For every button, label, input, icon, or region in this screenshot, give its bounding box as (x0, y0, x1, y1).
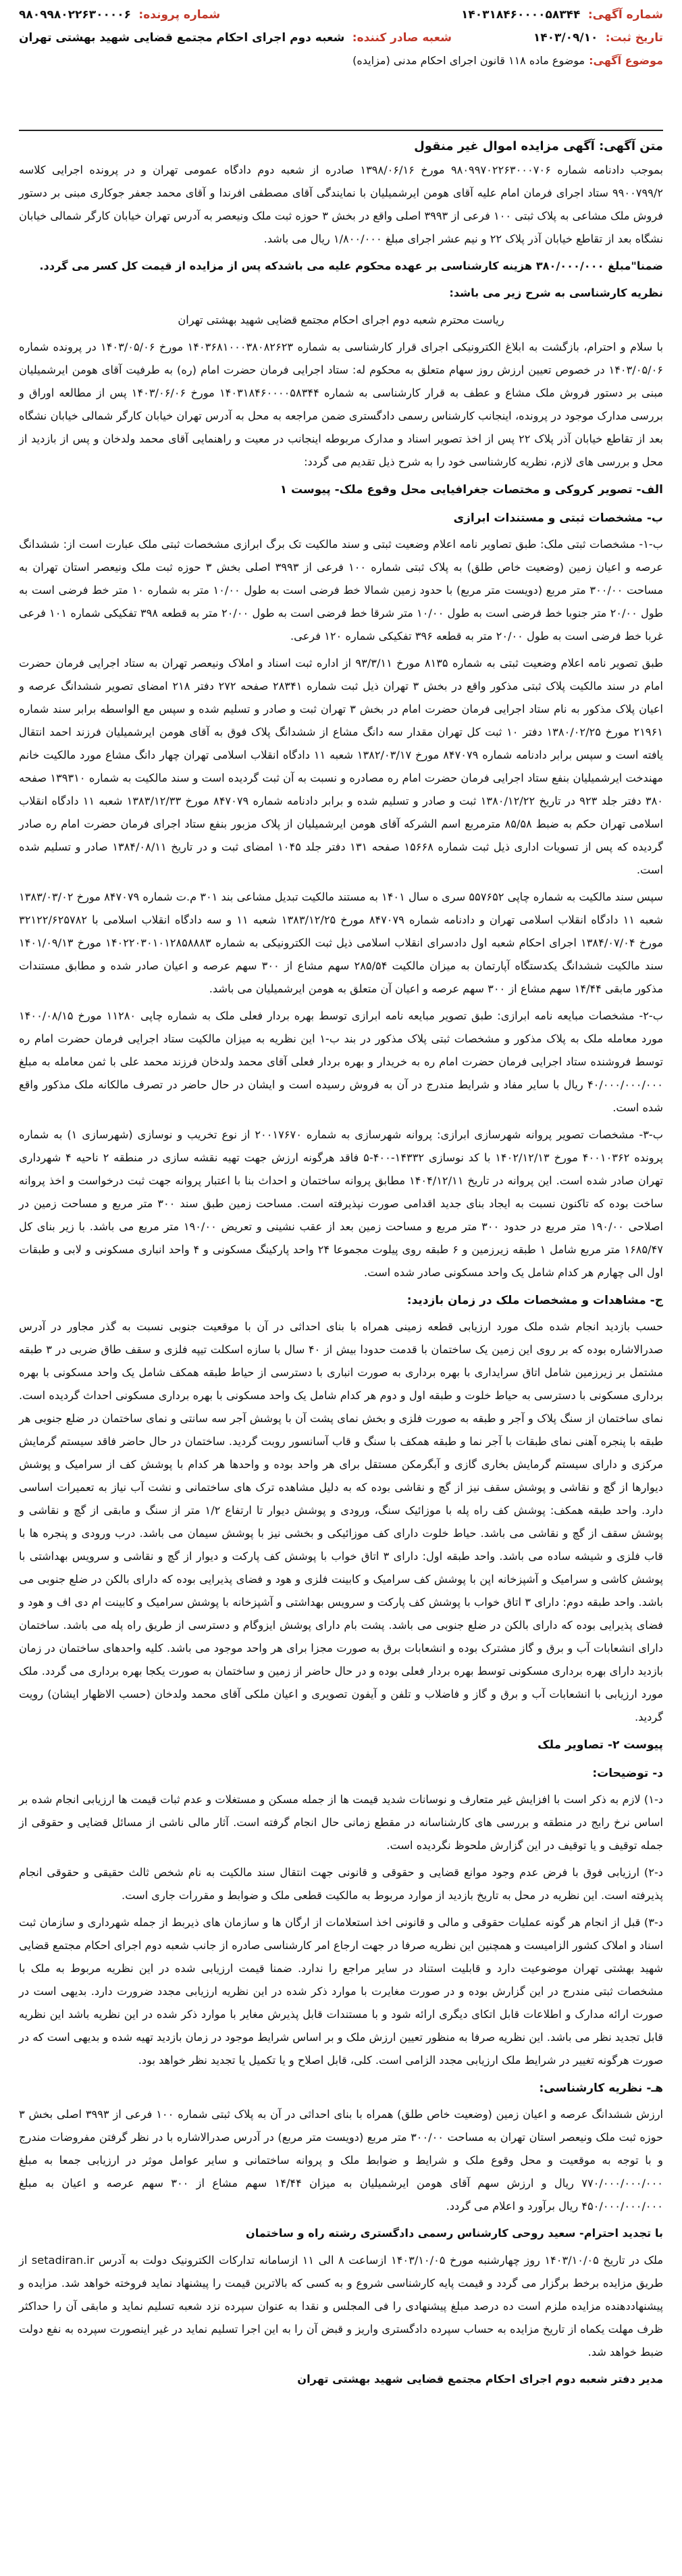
date-value: ۱۴۰۳/۰۹/۱۰ (533, 31, 598, 45)
paragraph-building-permit: ب-۳- مشخصات تصویر پروانه شهرسازی ابرازی: پروانه شهرسازی به شماره ۲۰۰۱۷۶۷۰ از نوع تخریب و نوسازی (شهرسازی ۱) به شماره پرونده ۴۰۰۱۰۳۶۲ مورخ ۱۴۰۲/۱۲/۱۳ با کد نوسازی ۱۴۳۳۲-۴۰۰-۵ فاقد هرگونه ارزش جهت تهیه نقشه سازی در منطقه ۲ ناحیه ۴ شهرداری تهران صادر شده است. این پروانه در تاریخ ۱۴۰۴/۱۲/۱۱ مطابق پروانه ساختمان و احداث بنا با اعتبار پروانه جهت ثبت درخواست و اخذ پروانه ساخت بوده که تاکنون نسبت به ایجاد بنای جدید اقدامی صورت نپذیرفته است. مساحت زمین طبق سند ۳۰۰ متر مربع و مساحت زمین در اصلاحی ۱۹۰/۰۰ متر مربع در حدود ۳۰۰ متر مربع و مساحت زمین بعد از عقب نشینی و تعریض ۱۹۰/۰۰ متر مربع می باشد. با زیر بنای کل ۱۶۸۵/۴۷ متر مربع شامل ۱ طبقه زیرزمین و ۶ طبقه روی پیلوت مجموعا ۲۴ واحد پارکینگ مسکونی و ۴ واحد انباری مسکونی و لابی و طبقات اول الی چهارم هر کدام شامل یک واحد مسکونی صادر شده است. (19, 1128, 663, 1279)
date-field (533, 31, 663, 45)
ad-title: متن آگهی: آگهی مزایده اموال غیر منقول (414, 139, 663, 153)
paragraph-addressee: ریاست محترم شعبه دوم اجرای احکام مجتمع قضایی شهید بهشتی تهران (178, 313, 504, 326)
case-number-field (19, 8, 220, 22)
paragraph-sale-contract: ب-۲- مشخصات مبایعه نامه ابرازی: طبق تصویر مبایعه نامه ابرازی توسط بهره بردار فعلی ملک به شماره چاپی ۱۱۲۸۰ مورخ ۱۴۰۰/۰۸/۱۵ مورد معامله ملک به پلاک مذکور و مشخصات ثبتی پلاک مذکور در بند ب-۱ این نظریه به میزان مالکیت ستاد اجرایی فرمان حضرت امام ره توسط فروشنده ستاد اجرایی فرمان حضرت امام ره به خریدار و بهره بردار فعلی آقای محمد ولدخان فرزند محمد علی با ثمن معامله به مبلغ ۴۰/۰۰۰/۰۰۰/۰۰۰ ریال با سایر مفاد و شرایط مندرج در آن به فروش رسیده است و ایشان در حال حاضر در تصرف مالکانه ملک مذکور واقع شده است. (19, 1009, 664, 1114)
paragraph-registration-2: طبق تصویر نامه اعلام وضعیت ثبتی به شماره ۸۱۳۵ مورخ ۹۳/۳/۱۱ از اداره ثبت اسناد و املاک ونیعصر تهران به ستاد اجرایی فرمان حضرت امام در سند مالکیت پلاک ثبتی مذکور واقع در بخش ۳ تهران ذیل ثبت شماره ۲۸۳۴۱ صفحه ۲۷۲ دفتر ۲۱۸ امضای تصویر ششدانگ عرصه و اعیان پلاک مذکور به نام ستاد اجرایی فرمان حضرت امام در بخش ۳ تهران ثبت و صادر و تسلیم شده و سپس مع الواسطه برابر سند شماره ۲۱۹۶۱ مورخ ۱۳۸۰/۰۲/۲۵ دفتر ۱۰ ثبت کل تهران مقدار سه دانگ مشاع از ششدانگ پلاک فوق به آقای هومن ایرشمیلیان فرزند احمد انتقال یافته است و سپس برابر دادنامه شماره ۸۴۷۰۷۹ مورخ ۱۳۸۲/۰۳/۱۷ شعبه ۱۱ دادگاه انقلاب اسلامی تهران چهار دانگ مشاع مورد مالکیت خانم مهندخت ایرشمیلیان بنفع ستاد اجرایی فرمان حضرت امام ره مصادره و نسبت به آن ثبت گردیده است و سند مالکیت به شماره ۱۳۹۳۱۰ صفحه ۳۸۰ دفتر جلد ۹۲۳ در تاریخ ۱۳۸۰/۱۲/۲۲ ثبت و صادر و تسلیم شده و برابر دادنامه شماره ۸۴۷۰۷۹ مورخ ۱۳۸۳/۱۲/۳۳ شعبه ۱۱ دادگاه انقلاب اسلامی تهران حکم به ضبط ۸۵/۵۸ مترمربع اسم الشرکه آقای هومن ایرشمیلیان از پلاک مزبور بنفع ستاد اجرای فرمان حضرت امام ره صادر گردیده که پس از تسویات اداری ذیل ثبت شماره ۱۵۶۶۸ صفحه ۱۳۱ دفتر جلد ۱۰۴۵ امضای ثبت و در تاریخ ۱۳۸۴/۰۸/۱۱ صادر و تسلیم شده است. (19, 657, 664, 876)
case-number-label: شماره پرونده: (138, 8, 221, 22)
section-observations: ج- مشاهدات و مشخصات ملک در زمان بازدید: (406, 1294, 663, 1307)
paragraph-greeting: با سلام و احترام، بازگشت به ابلاغ الکترونیکی اجرای قرار کارشناسی به شماره ۱۴۰۳۶۸۱۰۰۰۳۸۰۸۲۶۲۳ مورخ ۱۴۰۳/۰۵/۰۶ در پرونده شماره ۱۴۰۳/۰۵/۰۶ در خصوص تعیین ارزش روز سهام متعلق به محکوم له: ستاد اجرایی فرمان حضرت امام (ره) به طرفیت آقای هومن ایرشمیلیان مبنی بر دستور فروش ملک مشاع و عطف به قرار کارشناسی به شماره ۱۴۰۳۱۸۴۶۰۰۰۰۵۸۳۴۴ مورخ ۱۴۰۳/۰۶/۰۶ پس از مطالعه اوراق و بررسی مدارک موجود در پرونده، اینجانب کارشناس رسمی دادگستری ضمن مراجعه به محل به آدرس تهران خیابان کارگر شمالی خیابان نشگاه بعد از تقاطع خیابان آذر پلاک ۲۲ پس از اخذ تصویر اسناد و مدارک مربوطه اینجانب در معیت و راهنمایی آقای محمد ولدخان و پس از بازدید از محل و بررسی های لازم، نظریه کارشناسی خود را به شرح ذیل تقدیم می گردد: (19, 340, 663, 468)
paragraph-expert-fee: ضمنا"مبلغ ۳۸۰/۰۰۰/۰۰۰ هزینه کارشناسی بر عهده محکوم علیه می باشدکه پس از مزایده از قیمت کل کسر می گردد. (39, 259, 663, 272)
footer-office: مدیر دفتر شعبه دوم اجرای احکام مجتمع قضایی شهید بهشتی تهران (297, 2373, 663, 2385)
issuer-value: شعبه دوم اجرای احکام مجتمع قضایی شهید بهشتی تهران (19, 31, 345, 45)
topic-value: موضوع ماده ۱۱۸ قانون اجرای احکام مدنی (مزایده) (352, 54, 585, 67)
paragraph-auction-terms: ملک در تاریخ ۱۴۰۳/۱۰/۰۵ روز چهارشنبه مورخ ۱۴۰۳/۱۰/۰۵ ازساعت ۸ الی ۱۱ ازسامانه تدارکات الکترونیک دولت به آدرس setadiran.ir از طریق مزایده برخط برگزار می گردد و قیمت پایه کارشناسی شروع و به کسی که بالاترین قیمت را پیشنهاد نماید فروخته خواهد شد. مزایده و پیشنهاددهنده مزایده ملزم است ده درصد مبلغ پیشنهادی را فی المجلس و نقدا به عنوان سپرده نزد شعبه تسلیم نماید و مابقی آن را حداکثر ظرف مهلت یکماه از تاریخ مزایده به حساب سپرده دادگستری واریز و قبض آن را به این اجرا تسلیم نماید در غیر اینصورت سپرده به نفع دولت ضبط خواهد شد. (19, 2254, 664, 2358)
date-label: تاریخ ثبت: (605, 31, 663, 45)
header-row-1 (19, 8, 663, 22)
header-row-2 (19, 31, 663, 45)
paragraph-observations: حسب بازدید انجام شده ملک مورد ارزیابی قطعه زمینی همراه با بنای احداثی در آن با موقعیت جنوبی نسبت به گذر مجاور در آدرس صدرالاشاره بوده که بر روی این زمین یک ساختمان با قدمت حدودا بیش از ۴۰ سال با سازه اسکلت تیپه فلزی و سقف طاق ضربی در ۳ طبقه مشتمل بر زیرزمین شامل اتاق سرایداری با بهره برداری به صورت انباری با دسترسی از حیاط طبقه همکف شامل یک واحد مسکونی با بهره برداری مسکونی با دسترسی به حیاط خلوت و طبقه اول و دوم هر کدام شامل یک واحد مسکونی با بهره برداری مسکونی احداث گردیده است. نمای ساختمان از سنگ پلاک و آجر و طبقه به صورت فلزی و بخش نمای پشت آن با پوشش آجر سه سانتی و نمای ساختمان در ضلع جنوبی هر طبقه با پنجره آهنی نمای طبقات با آجر نما و طبقه همکف با سنگ و قاب آسانسور روبت گردید. ساختمان در حال حاضر فاقد سیستم گرمایش مرکزی و دارای سیستم گرمایش بخاری گازی و آبگرمکن مستقل برای هر واحد بوده و واحدها هر کدام با پوشش کف از سرامیک و پوشش دیوارها از گچ و نقاشی و پوشش سقف نیز از گچ و نقاشی بوده که به دلیل مشاهده ترک های ساختمانی و نشت آب نیاز به تعمیرات اساسی دارد. واحد طبقه همکف: پوشش کف راه پله با موزائیک سنگ، ورودی و پوشش دیوار تا ارتفاع ۱/۲ متر از سنگ و مابقی از گچ و نقاشی و پوشش سقف از گچ و نقاشی می باشد. حیاط خلوت دارای کف موزائیکی و بخشی نیز با پوشش سیمان می باشد. درب ورودی و پنجره ها با قاب فلزی و شیشه ساده می باشد. واحد طبقه اول: دارای ۳ اتاق خواب با پوشش کف پارکت و دیوار از گچ و نقاشی و سرویس بهداشتی با پوشش کاشی و سرامیک و آشپزخانه اپن با پوشش کف سرامیک و کابینت فلزی و هود و فضای پذیرایی بوده که دارای بالکن در ضلع جنوبی می باشد. واحد طبقه دوم: دارای ۳ اتاق خواب با پوشش کف پارکت و سرویس بهداشتی و آشپزخانه با پوشش سرامیک و کابینت ام دی اف و هود و فضای پذیرایی بوده که دارای بالکن در ضلع جنوبی می باشد. پشت بام دارای پوشش ایزوگام و دسترسی از طریق راه پله می باشد. ساختمان دارای انشعابات آب و برق و گاز مشترک بوده و انشعابات برق به صورت مجزا برای هر واحد موجود می باشد. کلیه واحدهای ساختمان در زمان بازدید دارای بهره برداری مسکونی توسط بهره بردار فعلی بوده و در حال حاضر از زمین و ساختمان به صورت یکجا بهره برداری می گردد. ملک مورد ارزیابی با انشعابات آب و برق و گاز و فاضلاب و تلفن و آیفون تصویری و اعیان ملکی آقای محمد ولدخان (حسب الاظهار ایشان) رویت گردید. (19, 1320, 664, 1723)
issuer-field (19, 31, 452, 45)
paragraph-registration-1: ب-۱- مشخصات ثبتی ملک: طبق تصاویر نامه اعلام وضعیت ثبتی و سند مالکیت تک برگ ابرازی مشخصات ثبتی ملک عبارت است از: ششدانگ عرصه و اعیان زمین (وضعیت خاص طلق) به پلاک ثبتی شماره ۱۰۰ فرعی از ۳۹۹۳ اصلی بخش ۳ حوزه ثبت ملک ونیعصر استان تهران به مساحت ۳۰۰/۰۰ متر مربع (دویست متر مربع) با حدود زمین شمالا خط فرضی است به طول ۱۰/۰۰ متر به شماره ۱۰ متر خط فرضی است به طول ۲۰/۰۰ متر جنوبا خط فرضی است به طول ۱۰/۰۰ متر شرقا خط فرضی است به طول ۲۰/۰۰ متر به قطعه ۳۹۸ تفکیکی شماره ۱۰۱ فرعی غربا خط فرضی است به طول ۲۰/۰۰ متر به قطعه ۳۹۶ تفکیکی شماره ۱۲۰ فرعی. (19, 538, 664, 642)
paragraph-expert-signature: با تجدید احترام- سعید روحی کارشناس رسمی دادگستری رشته راه و ساختمان (245, 2227, 663, 2240)
section-registration: ب- مشخصات ثبتی و مستندات ابرازی (453, 511, 663, 525)
paragraph-note-3: د-۳) قبل از انجام هر گونه عملیات حقوقی و مالی و قانونی اخذ استعلامات از ارگان ها و سازمان های ذیربط از جمله شهرداری و سازمان ثبت اسناد و املاک کشور الزامیست و همچنین این نظریه صرفا در جهت ارجاع امر کارشناسی صادره از جانب شعبه دوم اجرای احکام مجتمع قضایی شهید بهشتی تهران موضوعیت دارد و قابلیت استناد در سایر مراجع را ندارد. ضمنا قیمت ارزیابی شده در این نظریه مربوط به ملک با مشخصات ثبتی مندرج در این گزارش بوده و در صورت مغایرت با موارد ذکر شده در این نظریه ارزیابی مجدد ضرورت دارد. بدیهی است در صورت ارائه مدارک و اطلاعات قابل اتکای دیگری ارائه شود و با مستندات قابل پذیرش مغایر با موارد ذکر شده در این نظریه باشد این نظریه قابل تجدید نظر می باشد. این نظریه صرفا به منظور تعیین ارزش ملک و بر اساس شرایط موجود در زمان بازدید تهیه شده و بدیهی است که در صورت هرگونه تغییر در شرایط ملک ارزیابی مجدد الزامی است. کلی، قابل اصلاح و یا تکمیل یا تجدید نظر خواهد بود. (19, 1916, 663, 2067)
ad-header (19, 8, 663, 123)
header-divider (19, 130, 663, 131)
section-sketch: الف- تصویر کروکی و مختصات جغرافیایی محل وقوع ملک- پیوست ۱ (280, 483, 663, 497)
paragraph-expert-intro: نظریه کارشناسی به شرح زیر می باشد: (449, 286, 663, 299)
case-number-value: ۹۸۰۹۹۸۰۲۲۶۳۰۰۰۰۶ (19, 8, 132, 22)
topic-label: موضوع آگهی: (589, 54, 663, 67)
paragraph-note-2: د-۲) ارزیابی فوق با فرض عدم وجود موانع قضایی و حقوقی و قانونی جهت انتقال سند مالکیت به نام شخص ثالث حقیقی و حقوقی انجام پذیرفته است. این نظریه در محل به تاریخ بازدید از موارد مربوط به مالکیت قطعی ملک و ضوابط و مقررات جاری است. (19, 1866, 663, 1902)
topic-row (19, 54, 663, 67)
paragraph-verdict: بموجب دادنامه شماره ۹۸۰۹۹۷۰۲۲۶۳۰۰۰۷۰۶ مورخ ۱۳۹۸/۰۶/۱۶ صادره از شعبه دوم دادگاه عمومی تهران و در پرونده اجرایی کلاسه ۹۹۰۰۷۹۹/۲ ستاد اجرای فرمان امام علیه آقای هومن ایرشمیلیان با نمایندگی آقای مصطفی افرندا و آقای محمد جعفر جوکاری مبنی بر دستور فروش ملک مشاعی به پلاک ثبتی ۱۰۰ فرعی از ۳۹۹۳ اصلی واقع در بخش ۳ حوزه ثبت ملک ونیعصر به آدرس تهران خیابان کارگر شمالی خیابان نشگاه بعد از تقاطع خیابان آذر پلاک ۲۲ و نیم عشر اجرای مبلغ ۱/۸۰۰/۰۰۰ ریال می باشد. (19, 163, 664, 245)
ad-number-label: شماره آگهی: (587, 8, 663, 22)
ad-number-value: ۱۴۰۳۱۸۴۶۰۰۰۰۵۸۳۴۴ (461, 8, 581, 22)
paragraph-valuation: ارزش ششدانگ عرصه و اعیان زمین (وضعیت خاص طلق) همراه با بنای احداثی در آن به پلاک ثبتی شماره ۱۰۰ فرعی از ۳۹۹۳ اصلی بخش ۳ حوزه ثبت ملک ونیعصر استان تهران به مساحت ۳۰۰/۰۰ متر مربع (دویست متر مربع) در آدرس صدرالاشاره با در نظر گرفتن مفروضات مندرج و با توجه به موقعیت و محل وقوع ملک و شرایط و ضوابط ملک و پروانه ساختمانی و سایر عوامل موثر در ارزیابی جمعا به مبلغ ۷۷۰/۰۰۰/۰۰۰/۰۰۰ ریال و ارزش سهم آقای هومن ایرشمیلیان به میزان ۱۴/۴۴ سهم مشاع از ۳۰۰ سهم عرصه و اعیان به مبلغ ۴۵۰/۰۰۰/۰۰۰/۰۰۰ ریال برآورد و اعلام می گردد. (19, 2108, 664, 2213)
section-notes: د- توضیحات: (592, 1767, 663, 1780)
paragraph-note-1: د-۱) لازم به ذکر است با افزایش غیر متعارف و نوسانات شدید قیمت ها از جمله مسکن و مستغلات و عدم ثبات قیمت ها ارزیابی انجام شده بر اساس نرخ رایج در منطقه و بررسی های کارشناسانه در مقطع زمانی حال انجام گرفته است. آثار مالی ناشی از مسائل قضایی و حقوقی از جمله توقیف و یا توقیف در این گزارش ملحوظ نگردیده است. (19, 1793, 663, 1852)
issuer-label: شعبه صادر کننده: (352, 31, 452, 45)
ad-number-field (461, 8, 663, 22)
section-attachment-photos: پیوست ۲- تصاویر ملک (537, 1738, 663, 1752)
paragraph-registration-3: سپس سند مالکیت به شماره چاپی ۵۵۷۶۵۲ سری ه سال ۱۴۰۱ به مستند مالکیت تبدیل مشاعی بند ۳۰۱ م.ت شماره ۸۴۷۰۷۹ مورخ ۱۳۸۳/۰۳/۰۲ شعبه ۱۱ دادگاه انقلاب اسلامی تهران و دادنامه شماره ۸۴۷۰۷۹ مورخ ۱۳۸۳/۱۲/۲۵ شعبه ۱۱ و سه دادگاه انقلاب اسلامی با ۳۲۱۲۲/۶۲۵۷۸۲ مورخ ۱۳۸۴/۰۷/۰۴ اجرای احکام شعبه اول دادسرای انقلاب اسلامی ذیل ثبت الکترونیکی به شماره ۱۴۰۲۲۰۳۰۱۰۱۲۸۵۸۸۸۳ مورخ ۱۴۰۱/۰۹/۱۳ سند مالکیت ششدانگ یکدستگاه آپارتمان به میزان مالکیت ۲۸۵/۵۴ سهم مشاع از ۳۰۰ سهم عرصه و اعیان صادر شده و مطابق مستندات مذکور مابقی ۱۴/۴۴ سهم مشاع از ۳۰۰ سهم عرصه و اعیان آن متعلق به هومن ایرشمیلیان می باشد. (19, 890, 663, 995)
section-expert-opinion: هـ- نظریه کارشناسی: (539, 2081, 663, 2095)
